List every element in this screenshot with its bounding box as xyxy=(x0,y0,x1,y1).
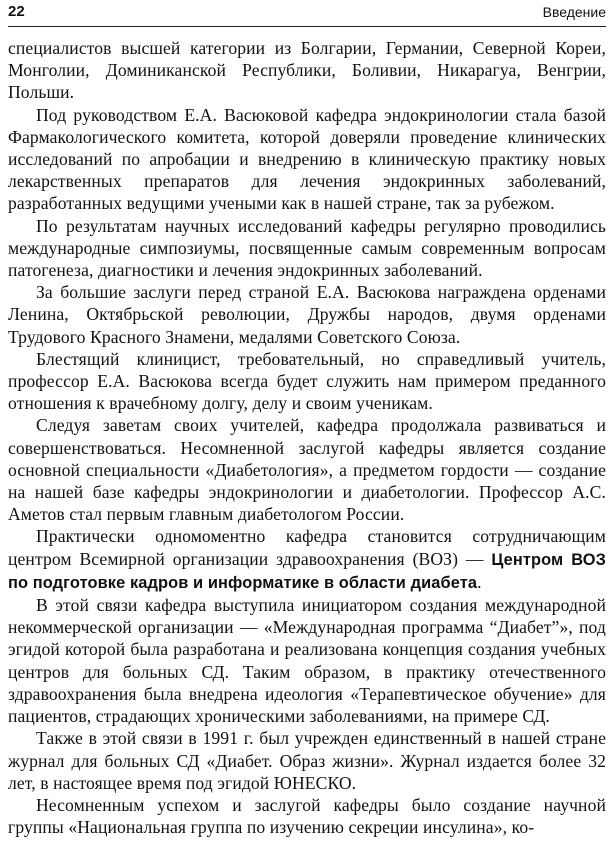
paragraph-6 xyxy=(8,414,606,525)
paragraph-5-text: Блестящий клиницист, требовательный, но справедливый учитель, профессор Е.А. Васюкова всегда будет служить нам примером преданного отношения к врачебному долгу, делу и своим ученикам. xyxy=(8,348,606,414)
paragraph-1 xyxy=(8,37,606,104)
paragraph-1-text: специалистов высшей категории из Болгарии, Германии, Северной Кореи, Монголии, Доминиканской Республики, Боливии, Никарагуа, Венгрии, Польши. xyxy=(8,38,606,103)
paragraph-7 xyxy=(8,525,606,594)
paragraph-2-text: Под руководством Е.А. Васюковой кафедра эндокринологии стала базой Фармакологического комитета, которой доверяли проведение клинических исследований по апробации и внедрению в клиническую практику новых лекарственных препаратов для лечения эндокринных заболеваний, разработанных ведущими учеными как в нашей стране, так за рубежом. xyxy=(8,104,606,214)
paragraph-8 xyxy=(8,594,606,727)
page-number: 22 xyxy=(8,3,25,20)
paragraph-6-text: Следуя заветам своих учителей, кафедра продолжала развиваться и совершенствоваться. Несомненной заслугой кафедры является создание основной специальности «Диабетология», а предметом гордости — создание на нашей базе кафедры эндокринологии и диабетологии. Профессор А.С. Аметов стал первым главным диабетологом России. xyxy=(8,415,606,525)
paragraph-10 xyxy=(8,794,606,838)
paragraph-9-text: Также в этой связи в 1991 г. был учрежден единственный в нашей стране журнал для больных СД «Диабет. Образ жизни». Журнал издается более 32 лет, в настоящее время под эгидой ЮНЕСКО. xyxy=(8,728,606,793)
paragraph-10-text: Несомненным успехом и заслугой кафедры было создание научной группы «Национальная группа по изучению секреции инсулина», ко- xyxy=(8,794,606,838)
paragraph-5 xyxy=(8,348,606,415)
paragraph-3 xyxy=(8,215,606,282)
running-header xyxy=(8,0,606,27)
paragraph-8-text: В этой связи кафедра выступила инициатором создания международной некоммерческой организации — «Международная программа “Диабет”», под эгидой которой была разработана и реализована концепция создания учебных центров для больных СД. Таким образом, в практику отечественного здравоохранения была внедрена идеология «Терапевтическое обучение» для пациентов, страдающих хроническими заболеваниями, на примере СД. xyxy=(8,595,606,727)
body-text xyxy=(8,37,606,838)
paragraph-4 xyxy=(8,281,606,348)
paragraph-7-bold-text: Центром ВОЗ по подготовке кадров и информатике в области диабета xyxy=(8,550,606,592)
paragraph-7-tail: . xyxy=(477,571,482,592)
paragraph-4-text: За большие заслуги перед страной Е.А. Васюкова награждена орденами Ленина, Октябрьской революции, Дружбы народов, двумя орденами Трудового Красного Знамени, медалями Советского Союза. xyxy=(8,282,606,347)
paragraph-3-text: По результатам научных исследований кафедры регулярно проводились международные симпозиумы, посвященные самым современным вопросам патогенеза, диагностики и лечения эндокринных заболеваний. xyxy=(8,215,606,281)
section-title: Введение xyxy=(542,4,606,20)
paragraph-7-text: Практически одномоментно кафедра становится сотрудничающим центром Всемирной организации здравоохранения (ВОЗ) — xyxy=(8,526,606,569)
paragraph-2 xyxy=(8,104,606,215)
paragraph-9 xyxy=(8,727,606,794)
